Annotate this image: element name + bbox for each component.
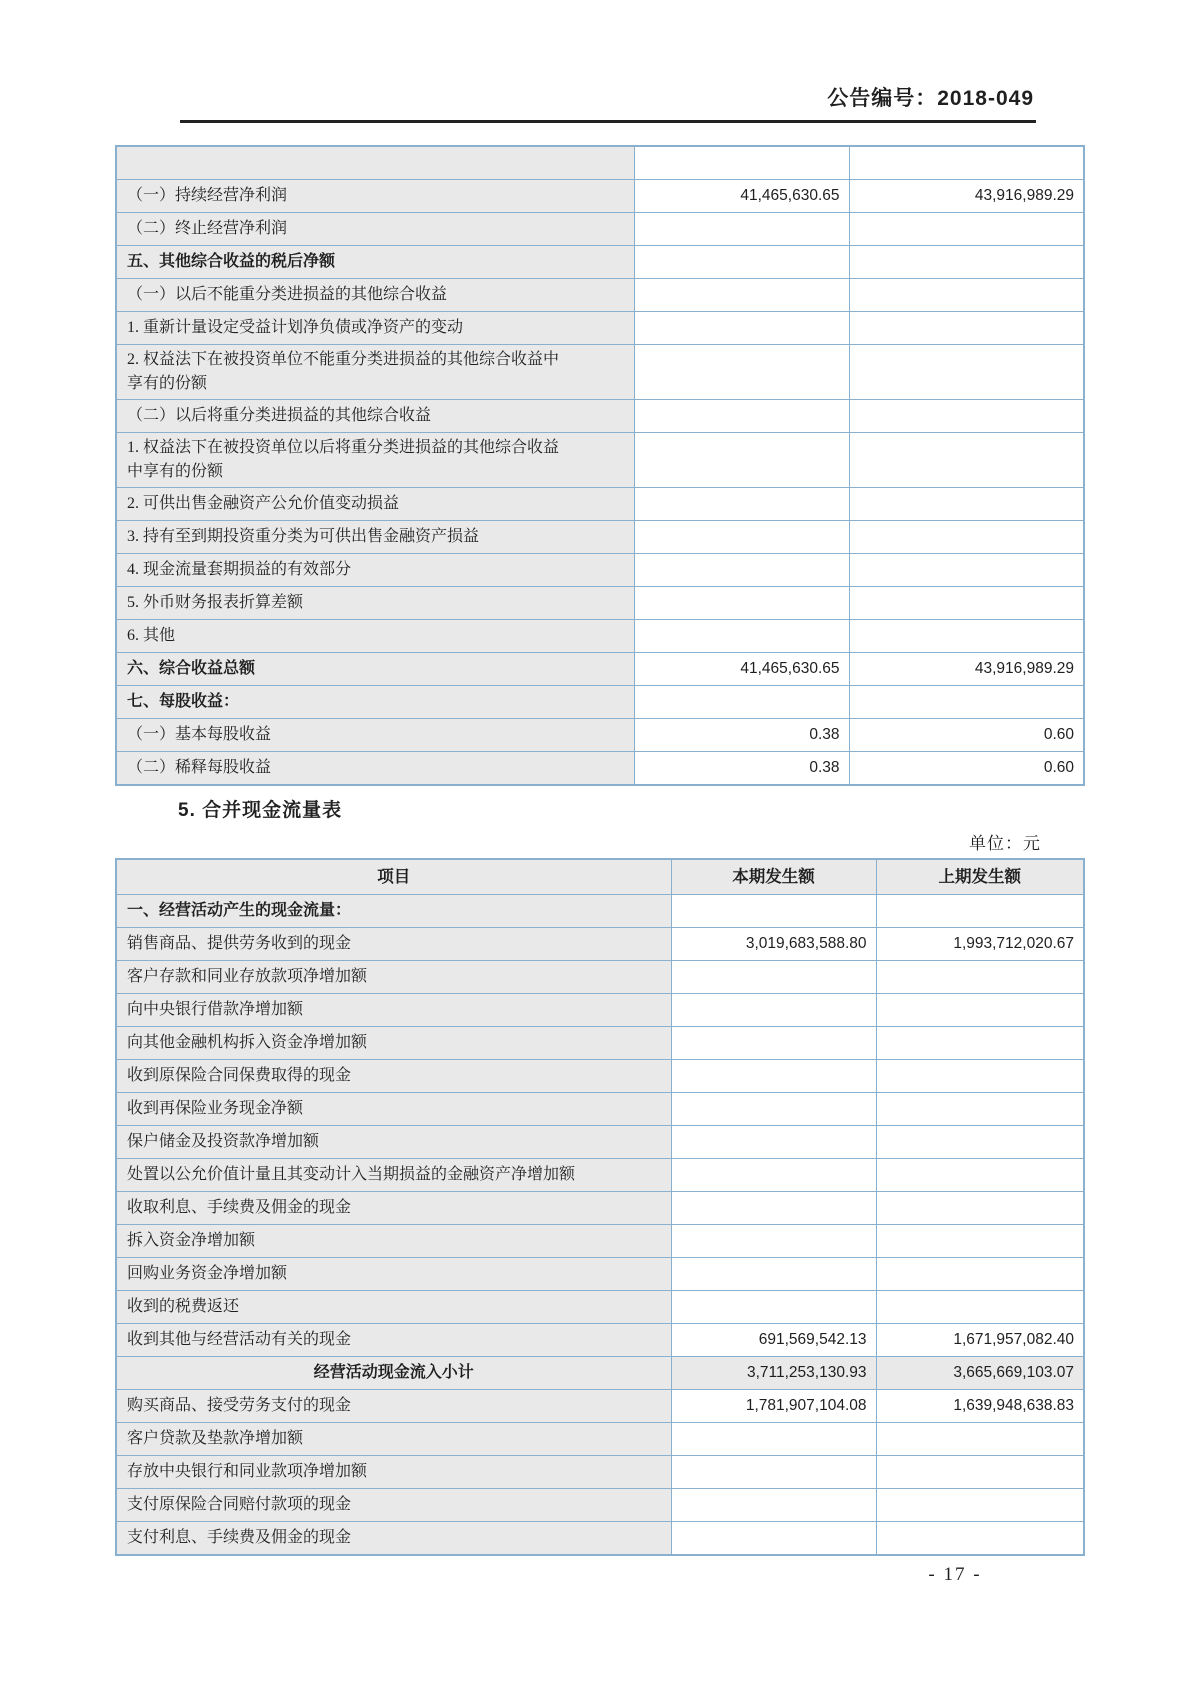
table-row	[116, 279, 1084, 312]
row-current-value-cell	[671, 1456, 876, 1489]
table-row	[116, 895, 1084, 928]
row-current-value-cell	[671, 994, 876, 1027]
table-row	[116, 246, 1084, 279]
row-label-cell: （一）以后不能重分类进损益的其他综合收益	[116, 279, 634, 312]
row-current-value-cell	[634, 488, 849, 521]
row-previous-value-cell	[876, 1027, 1084, 1060]
table-row	[116, 1060, 1084, 1093]
row-previous-value-cell	[876, 1423, 1084, 1456]
table-row	[116, 1423, 1084, 1456]
row-label-cell: 支付利息、手续费及佣金的现金	[116, 1522, 671, 1556]
table-row	[116, 1390, 1084, 1423]
row-label-cell: （一）基本每股收益	[116, 719, 634, 752]
row-current-value-cell	[634, 686, 849, 719]
table-row	[116, 180, 1084, 213]
row-previous-value-cell: 1,639,948,638.83	[876, 1390, 1084, 1423]
row-current-value-cell	[634, 433, 849, 488]
table-row	[116, 345, 1084, 400]
row-previous-value-cell	[876, 1225, 1084, 1258]
row-previous-value-cell	[849, 213, 1084, 246]
income-statement-rows	[116, 146, 1084, 785]
row-label-cell: 回购业务资金净增加额	[116, 1258, 671, 1291]
row-label-cell: 客户贷款及垫款净增加额	[116, 1423, 671, 1456]
row-previous-value-cell	[876, 1159, 1084, 1192]
row-current-value-cell: 41,465,630.65	[634, 653, 849, 686]
row-previous-value-cell	[849, 620, 1084, 653]
row-current-value-cell	[671, 1489, 876, 1522]
cashflow-header-row	[116, 859, 1084, 895]
table-row	[116, 653, 1084, 686]
announcement-number: 公告编号：2018-049	[827, 87, 1034, 110]
row-label-cell: 收到再保险业务现金净额	[116, 1093, 671, 1126]
row-current-value-cell	[634, 521, 849, 554]
table-row	[116, 1324, 1084, 1357]
row-label-cell: （二）稀释每股收益	[116, 752, 634, 786]
table-row	[116, 1126, 1084, 1159]
table-row	[116, 213, 1084, 246]
row-label-cell: 2. 可供出售金融资产公允价值变动损益	[116, 488, 634, 521]
row-current-value-cell: 3,019,683,588.80	[671, 928, 876, 961]
row-previous-value-cell: 1,671,957,082.40	[876, 1324, 1084, 1357]
row-current-value-cell	[634, 146, 849, 180]
table-row	[116, 620, 1084, 653]
row-label-cell: 收到其他与经营活动有关的现金	[116, 1324, 671, 1357]
table-row	[116, 1456, 1084, 1489]
row-current-value-cell: 41,465,630.65	[634, 180, 849, 213]
table-row	[116, 146, 1084, 180]
row-current-value-cell	[634, 213, 849, 246]
row-previous-value-cell: 0.60	[849, 752, 1084, 786]
table-row	[116, 587, 1084, 620]
row-previous-value-cell	[849, 312, 1084, 345]
table-row	[116, 1093, 1084, 1126]
row-previous-value-cell: 1,993,712,020.67	[876, 928, 1084, 961]
row-current-value-cell	[671, 1258, 876, 1291]
row-previous-value-cell	[876, 1258, 1084, 1291]
row-previous-value-cell	[849, 279, 1084, 312]
row-label-cell: 存放中央银行和同业款项净增加额	[116, 1456, 671, 1489]
row-label-cell: 6. 其他	[116, 620, 634, 653]
row-previous-value-cell	[876, 1456, 1084, 1489]
row-previous-value-cell	[876, 994, 1084, 1027]
table-row	[116, 1357, 1084, 1390]
table-row	[116, 488, 1084, 521]
row-previous-value-cell	[849, 554, 1084, 587]
row-current-value-cell	[671, 961, 876, 994]
row-label-cell: 购买商品、接受劳务支付的现金	[116, 1390, 671, 1423]
row-label-cell: （二）终止经营净利润	[116, 213, 634, 246]
row-current-value-cell	[671, 1093, 876, 1126]
header-divider-rule	[180, 120, 1036, 123]
row-previous-value-cell	[849, 488, 1084, 521]
table-row	[116, 1258, 1084, 1291]
row-current-value-cell	[671, 895, 876, 928]
column-header-item: 项目	[116, 859, 671, 895]
row-label-cell: 一、经营活动产生的现金流量：	[116, 895, 671, 928]
row-current-value-cell: 3,711,253,130.93	[671, 1357, 876, 1390]
row-previous-value-cell	[876, 961, 1084, 994]
row-current-value-cell: 0.38	[634, 752, 849, 786]
column-header-current-period: 本期发生额	[671, 859, 876, 895]
row-label-cell: 收取利息、手续费及佣金的现金	[116, 1192, 671, 1225]
table-row	[116, 433, 1084, 488]
row-previous-value-cell	[876, 1126, 1084, 1159]
row-previous-value-cell	[849, 433, 1084, 488]
row-current-value-cell: 1,781,907,104.08	[671, 1390, 876, 1423]
row-label-cell: （一）持续经营净利润	[116, 180, 634, 213]
row-current-value-cell	[671, 1522, 876, 1556]
table-row	[116, 312, 1084, 345]
unit-label: 单位：元	[969, 834, 1041, 853]
row-label-cell: 1. 权益法下在被投资单位以后将重分类进损益的其他综合收益 中享有的份额	[116, 433, 634, 488]
table-row	[116, 1522, 1084, 1556]
row-previous-value-cell	[849, 686, 1084, 719]
row-label-cell: 5. 外币财务报表折算差额	[116, 587, 634, 620]
table-row	[116, 1291, 1084, 1324]
row-current-value-cell	[671, 1027, 876, 1060]
table-row	[116, 686, 1084, 719]
row-previous-value-cell: 43,916,989.29	[849, 653, 1084, 686]
row-current-value-cell	[634, 620, 849, 653]
row-current-value-cell	[671, 1291, 876, 1324]
row-label-cell: 处置以公允价值计量且其变动计入当期损益的金融资产净增加额	[116, 1159, 671, 1192]
cashflow-table	[115, 858, 1085, 1556]
row-current-value-cell	[634, 400, 849, 433]
row-previous-value-cell	[849, 345, 1084, 400]
row-label-cell: 保户储金及投资款净增加额	[116, 1126, 671, 1159]
table-row	[116, 1027, 1084, 1060]
row-label-cell: 4. 现金流量套期损益的有效部分	[116, 554, 634, 587]
column-header-prior-period: 上期发生额	[876, 859, 1084, 895]
row-previous-value-cell: 0.60	[849, 719, 1084, 752]
row-current-value-cell	[671, 1060, 876, 1093]
row-previous-value-cell	[849, 400, 1084, 433]
table-row	[116, 1489, 1084, 1522]
row-current-value-cell	[671, 1423, 876, 1456]
table-row	[116, 928, 1084, 961]
row-previous-value-cell	[876, 1060, 1084, 1093]
table-row	[116, 1192, 1084, 1225]
row-current-value-cell: 0.38	[634, 719, 849, 752]
row-label-cell: 支付原保险合同赔付款项的现金	[116, 1489, 671, 1522]
row-label-cell: 六、综合收益总额	[116, 653, 634, 686]
row-previous-value-cell	[849, 246, 1084, 279]
row-label-cell: 七、每股收益：	[116, 686, 634, 719]
row-current-value-cell	[634, 587, 849, 620]
table-row	[116, 1225, 1084, 1258]
row-current-value-cell	[671, 1159, 876, 1192]
table-row	[116, 719, 1084, 752]
row-label-cell: 拆入资金净增加额	[116, 1225, 671, 1258]
row-label-cell: 经营活动现金流入小计	[116, 1357, 671, 1390]
row-previous-value-cell	[876, 1489, 1084, 1522]
table-row	[116, 994, 1084, 1027]
row-label-cell: 向中央银行借款净增加额	[116, 994, 671, 1027]
cashflow-rows	[116, 895, 1084, 1556]
section-heading-cashflow: 5. 合并现金流量表	[178, 800, 343, 821]
row-current-value-cell	[634, 279, 849, 312]
row-label-cell: 向其他金融机构拆入资金净增加额	[116, 1027, 671, 1060]
row-label-cell: 五、其他综合收益的税后净额	[116, 246, 634, 279]
row-label-cell: 客户存款和同业存放款项净增加额	[116, 961, 671, 994]
row-current-value-cell	[671, 1225, 876, 1258]
row-label-cell: 2. 权益法下在被投资单位不能重分类进损益的其他综合收益中 享有的份额	[116, 345, 634, 400]
row-previous-value-cell	[876, 1291, 1084, 1324]
row-previous-value-cell	[849, 521, 1084, 554]
row-previous-value-cell: 43,916,989.29	[849, 180, 1084, 213]
row-current-value-cell	[671, 1192, 876, 1225]
row-previous-value-cell	[876, 1093, 1084, 1126]
table-row	[116, 752, 1084, 786]
table-row	[116, 554, 1084, 587]
row-current-value-cell	[634, 246, 849, 279]
row-current-value-cell	[634, 312, 849, 345]
row-previous-value-cell	[876, 895, 1084, 928]
row-label-cell	[116, 146, 634, 180]
row-current-value-cell: 691,569,542.13	[671, 1324, 876, 1357]
table-row	[116, 1159, 1084, 1192]
row-current-value-cell	[634, 345, 849, 400]
row-previous-value-cell: 3,665,669,103.07	[876, 1357, 1084, 1390]
row-label-cell: 3. 持有至到期投资重分类为可供出售金融资产损益	[116, 521, 634, 554]
row-label-cell: 收到的税费返还	[116, 1291, 671, 1324]
row-previous-value-cell	[876, 1522, 1084, 1556]
row-previous-value-cell	[849, 587, 1084, 620]
table-row	[116, 961, 1084, 994]
row-current-value-cell	[671, 1126, 876, 1159]
row-label-cell: （二）以后将重分类进损益的其他综合收益	[116, 400, 634, 433]
row-label-cell: 1. 重新计量设定受益计划净负债或净资产的变动	[116, 312, 634, 345]
row-current-value-cell	[634, 554, 849, 587]
row-label-cell: 收到原保险合同保费取得的现金	[116, 1060, 671, 1093]
row-previous-value-cell	[876, 1192, 1084, 1225]
row-previous-value-cell	[849, 146, 1084, 180]
table-row	[116, 400, 1084, 433]
income-statement-table	[115, 145, 1085, 786]
page-number: - 17 -	[928, 1564, 982, 1585]
row-label-cell: 销售商品、提供劳务收到的现金	[116, 928, 671, 961]
table-row	[116, 521, 1084, 554]
